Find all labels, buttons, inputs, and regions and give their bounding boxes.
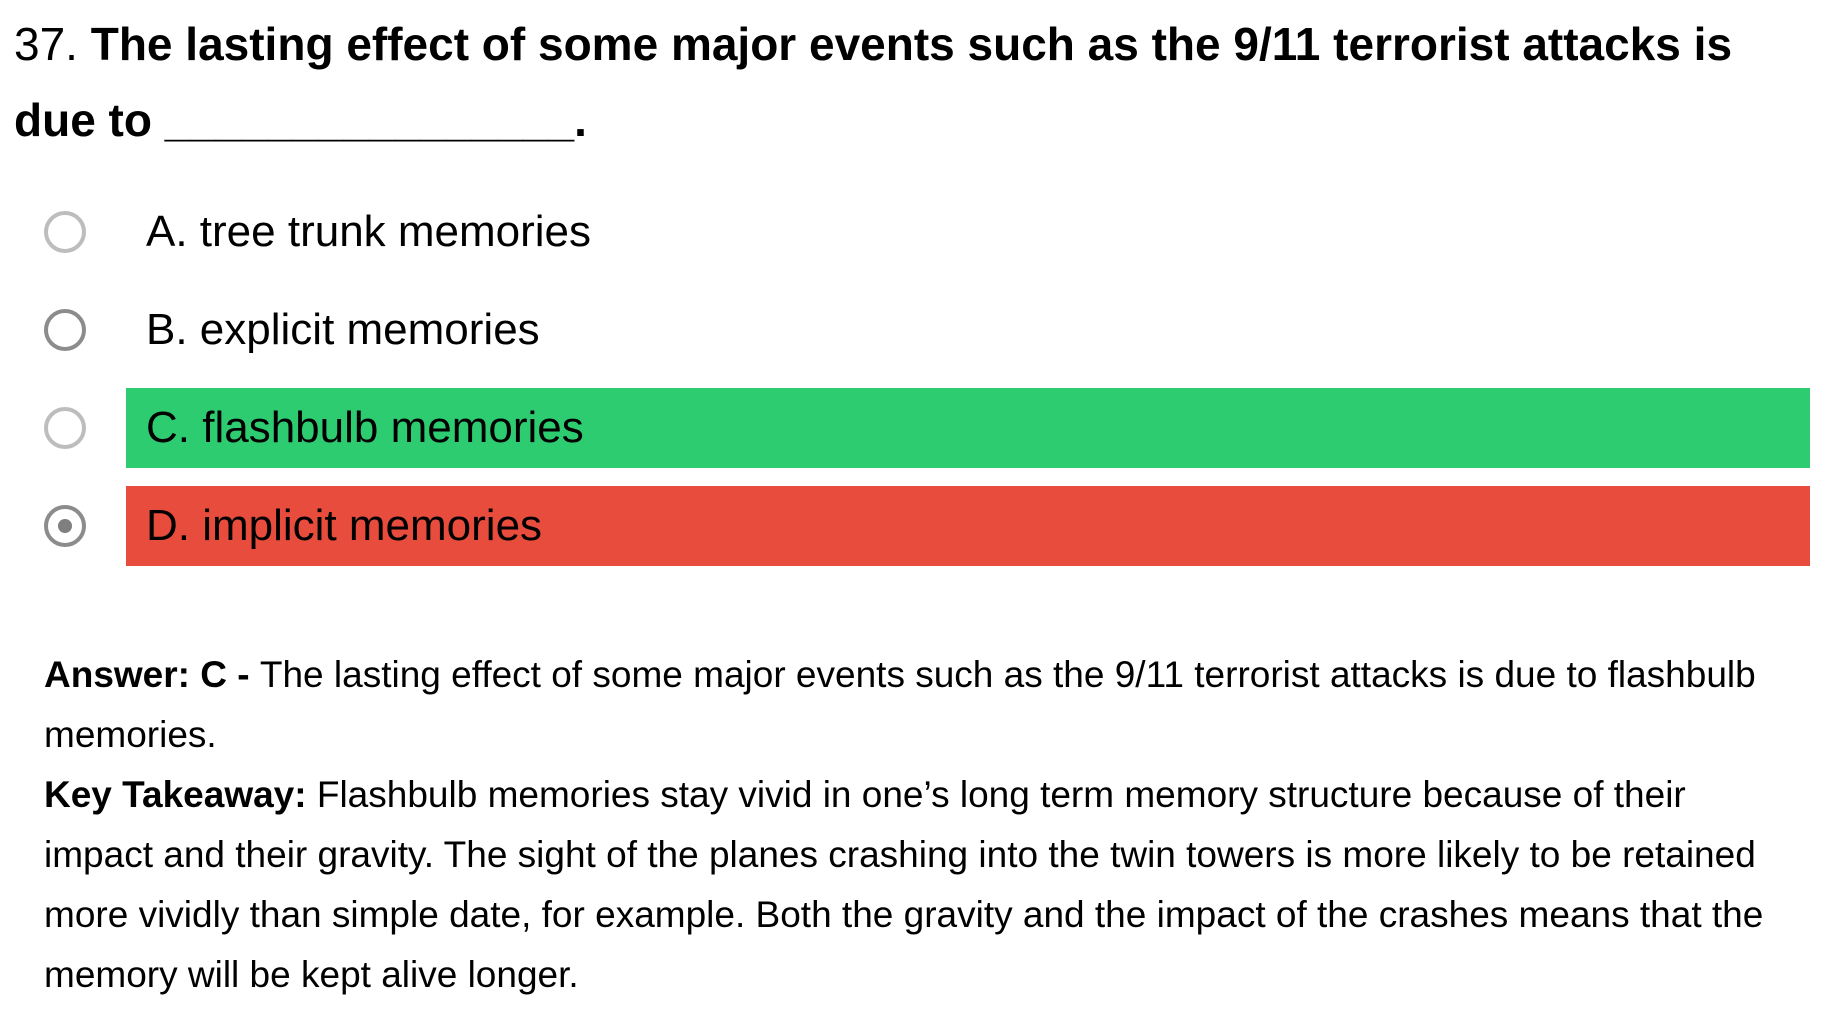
- question-text: The lasting effect of some major events such as the 9/11 terrorist attacks is due to ________________.: [14, 18, 1733, 146]
- question-number: 37.: [14, 18, 78, 70]
- explanation: [44, 645, 1804, 1005]
- radio-button-a[interactable]: [44, 211, 86, 253]
- option-d-label[interactable]: D. implicit memories: [126, 486, 1810, 566]
- takeaway-paragraph: [44, 765, 1804, 1005]
- answer-label: Answer: C -: [44, 654, 260, 695]
- option-c-label[interactable]: C. flashbulb memories: [126, 388, 1810, 468]
- question: [14, 6, 1814, 158]
- answer-paragraph: [44, 645, 1804, 765]
- radio-selected-dot-icon: [58, 519, 72, 533]
- radio-button-b[interactable]: [44, 309, 86, 351]
- radio-button-d[interactable]: [44, 505, 86, 547]
- option-a-label[interactable]: A. tree trunk memories: [146, 207, 592, 256]
- option-b-label[interactable]: B. explicit memories: [146, 305, 540, 354]
- radio-button-c[interactable]: [44, 407, 86, 449]
- takeaway-label: Key Takeaway:: [44, 774, 317, 815]
- takeaway-text: Flashbulb memories stay vivid in one’s long term memory structure because of their impact and their gravity. The sight of the planes crashing into the twin towers is more likely to be retained more vividly than simple date, for example. Both the gravity and the impact of the crashes means that the memory will be kept alive longer.: [44, 774, 1764, 995]
- answer-text: The lasting effect of some major events such as the 9/11 terrorist attacks is due to flashbulb memories.: [44, 654, 1756, 755]
